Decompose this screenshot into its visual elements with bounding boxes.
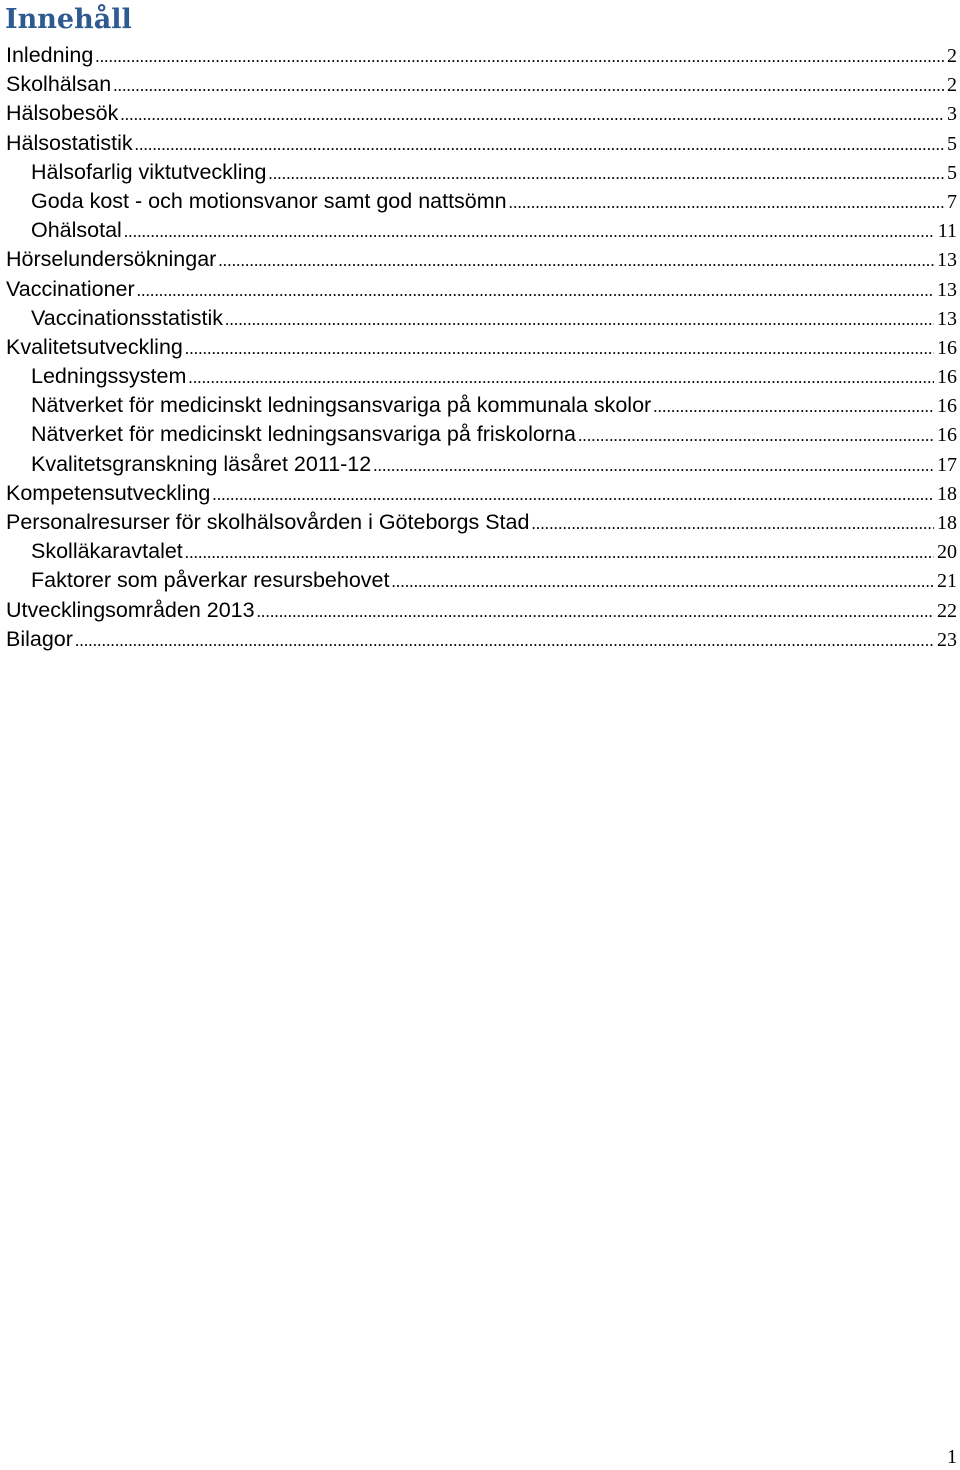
toc-entry-label[interactable]: Personalresurser för skolhälsovården i Göteborgs Stad — [6, 510, 530, 534]
toc-entry[interactable] — [0, 129, 960, 158]
dot-leader — [135, 130, 944, 159]
toc-entry[interactable] — [0, 304, 960, 333]
toc-entry-page[interactable]: 23 — [937, 628, 957, 651]
page-number: 1 — [947, 1446, 957, 1468]
toc-entry-label[interactable]: Skolhälsan — [6, 72, 112, 97]
dot-leader — [257, 597, 934, 626]
toc-entry-page[interactable]: 16 — [937, 424, 957, 447]
toc-entry-page[interactable]: 5 — [947, 161, 957, 184]
dot-leader — [373, 451, 934, 480]
toc-entry-label[interactable]: Kvalitetsgranskning läsåret 2011-12 — [31, 451, 372, 476]
toc-entry-page[interactable]: 16 — [937, 366, 957, 389]
toc-entry[interactable] — [0, 625, 960, 654]
toc-entry-page[interactable]: 3 — [947, 103, 957, 126]
toc-entry[interactable] — [0, 216, 960, 245]
toc-entry[interactable] — [0, 479, 960, 508]
toc-entry-page[interactable]: 22 — [937, 599, 957, 622]
toc-entry-label[interactable]: Hälsofarlig viktutveckling — [31, 159, 267, 184]
toc-entry-page[interactable]: 13 — [937, 249, 957, 272]
toc-entry[interactable] — [0, 566, 960, 595]
dot-leader — [212, 480, 934, 509]
dot-leader — [95, 42, 944, 71]
toc-entry[interactable] — [0, 420, 960, 449]
toc-entry-page[interactable]: 2 — [947, 45, 957, 67]
toc-entry[interactable] — [0, 99, 960, 128]
toc-entry-page[interactable]: 18 — [937, 512, 957, 534]
toc-entry-page[interactable]: 16 — [937, 336, 957, 359]
dot-leader — [578, 421, 934, 450]
dot-leader — [185, 538, 934, 567]
toc-entry[interactable] — [0, 275, 960, 304]
dot-leader — [188, 363, 934, 392]
toc-entry-label[interactable]: Kompetensutveckling — [6, 480, 211, 505]
toc-entry[interactable] — [0, 362, 960, 391]
toc-entry[interactable] — [0, 333, 960, 362]
toc-entry[interactable] — [0, 596, 960, 625]
dot-leader — [120, 100, 944, 129]
dot-leader — [268, 159, 944, 188]
dot-leader — [531, 509, 934, 538]
toc-entry-label[interactable]: Hälsobesök — [6, 101, 119, 126]
toc-entry[interactable] — [0, 508, 960, 537]
toc-entry-label[interactable]: Goda kost - och motionsvanor samt god nattsömn — [31, 188, 507, 213]
toc-entry-label[interactable]: Skolläkaravtalet — [31, 539, 183, 564]
dot-leader — [185, 334, 934, 363]
toc-entry-label[interactable]: Vaccinationsstatistik — [31, 305, 223, 330]
toc-entry-page[interactable]: 17 — [937, 453, 957, 476]
toc-entry-label[interactable]: Ohälsotal — [31, 218, 122, 243]
toc-entry[interactable] — [0, 70, 960, 99]
toc-entry-page[interactable]: 2 — [947, 74, 957, 97]
toc-entry-page[interactable]: 5 — [947, 132, 957, 155]
toc-entry-label[interactable]: Hälsostatistik — [6, 130, 133, 155]
toc-entry[interactable] — [0, 41, 960, 70]
toc-entry[interactable] — [0, 391, 960, 420]
dot-leader — [75, 626, 934, 655]
toc-entry-label[interactable]: Kvalitetsutveckling — [6, 334, 183, 359]
toc-entry[interactable] — [0, 537, 960, 566]
toc-entry-label[interactable]: Nätverket för medicinskt ledningsansvariga på friskolorna — [31, 422, 576, 447]
toc-title: Innehåll — [5, 4, 132, 35]
toc-entry-page[interactable]: 13 — [937, 278, 957, 301]
dot-leader — [391, 567, 934, 596]
toc-entry-label[interactable]: Inledning — [6, 43, 94, 67]
toc-entry-page[interactable]: 20 — [937, 541, 957, 564]
toc-entry-label[interactable]: Hörselundersökningar — [6, 247, 217, 272]
table-of-contents — [0, 41, 960, 654]
toc-entry-page[interactable]: 13 — [937, 307, 957, 330]
dot-leader — [113, 71, 944, 100]
toc-entry-page[interactable]: 16 — [937, 395, 957, 418]
toc-entry-label[interactable]: Utvecklingsområden 2013 — [6, 597, 255, 622]
toc-entry[interactable] — [0, 245, 960, 274]
toc-entry[interactable] — [0, 450, 960, 479]
dot-leader — [218, 246, 934, 275]
dot-leader — [225, 305, 934, 334]
toc-entry-page[interactable]: 21 — [937, 570, 957, 593]
toc-entry-page[interactable]: 11 — [937, 220, 957, 243]
dot-leader — [509, 188, 944, 217]
dot-leader — [653, 392, 934, 421]
toc-entry-page[interactable]: 18 — [937, 482, 957, 505]
toc-entry-page[interactable]: 7 — [947, 190, 957, 213]
toc-entry-label[interactable]: Bilagor — [6, 626, 73, 651]
toc-entry-label[interactable]: Vaccinationer — [6, 276, 135, 301]
toc-entry-label[interactable]: Nätverket för medicinskt ledningsansvariga på kommunala skolor — [31, 393, 652, 418]
dot-leader — [137, 276, 934, 305]
toc-entry[interactable] — [0, 158, 960, 187]
toc-entry[interactable] — [0, 187, 960, 216]
toc-entry-label[interactable]: Faktorer som påverkar resursbehovet — [31, 568, 390, 593]
toc-entry-label[interactable]: Ledningssystem — [31, 364, 187, 389]
dot-leader — [124, 217, 935, 246]
